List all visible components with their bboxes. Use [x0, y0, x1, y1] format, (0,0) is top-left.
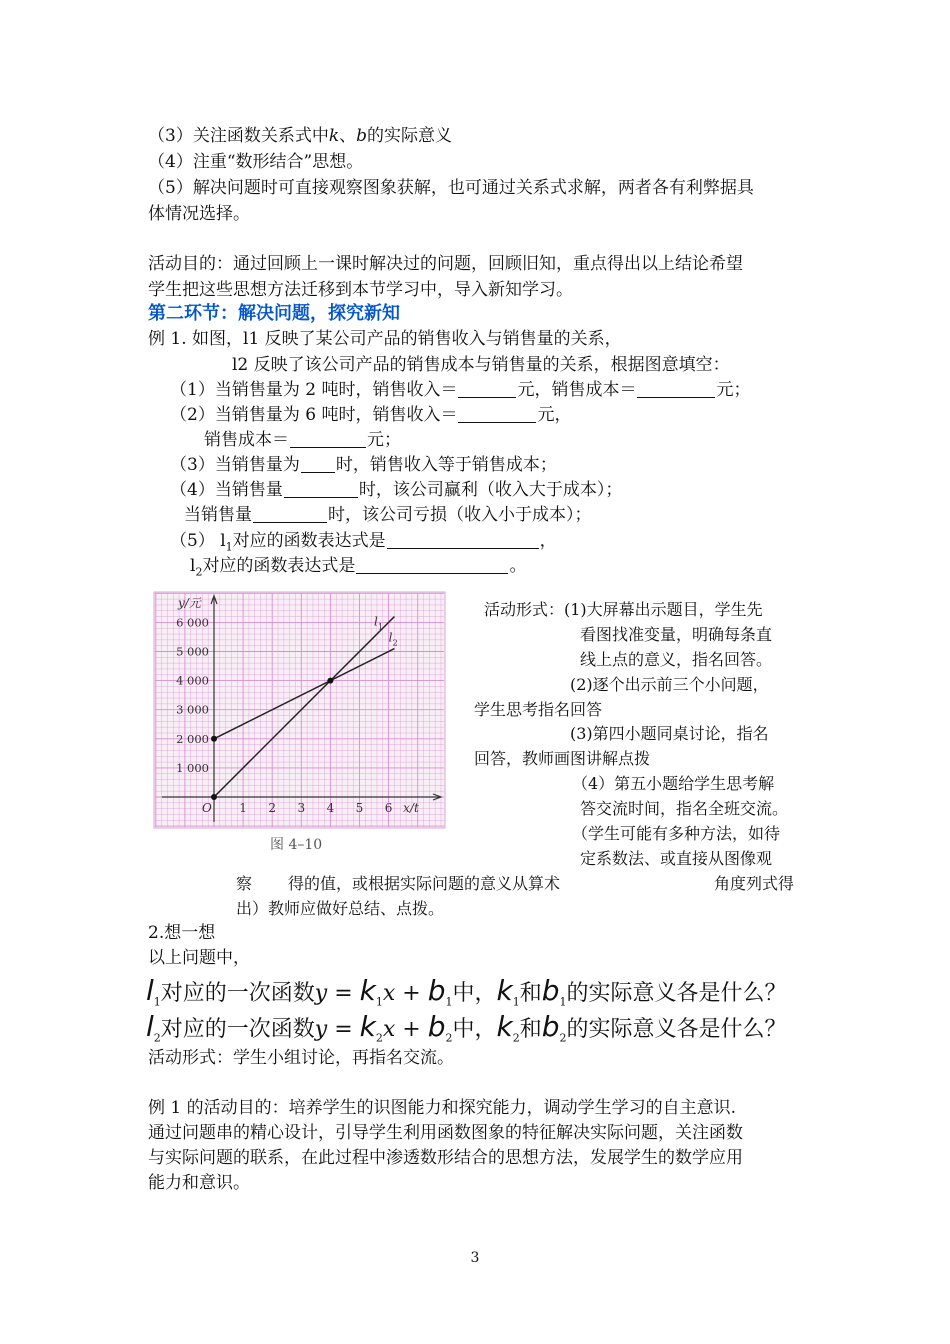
- think-q2-text-b: 中，: [452, 1017, 497, 1042]
- activity-line-8: （4）第五小题给学生思考解: [572, 774, 775, 793]
- answer-blank[interactable]: [284, 479, 358, 498]
- data-point: [211, 794, 217, 800]
- y-tick-label: 4 000: [176, 673, 209, 688]
- var-k: k: [359, 1010, 376, 1043]
- summary-item-3-text: （3）关注函数关系式中: [148, 126, 329, 146]
- q5-text-c: ，: [539, 531, 557, 551]
- x-tick-label: 4: [326, 801, 335, 815]
- summary-item-5-line2: 体情况选择。: [148, 204, 250, 224]
- q2-text-c: 销售成本＝: [204, 430, 289, 450]
- y-tick-label: 6 000: [176, 615, 209, 630]
- var-b: b: [427, 1010, 446, 1043]
- q2-text-d: 元；: [367, 430, 401, 450]
- subscript: 1: [225, 540, 233, 554]
- chart-caption: 图 4–10: [270, 837, 323, 853]
- answer-blank[interactable]: [387, 530, 539, 549]
- separator: 、: [339, 126, 357, 146]
- var-k: k: [496, 1010, 513, 1043]
- q5-text-f: 。: [509, 556, 527, 576]
- activity-line-5: 学生思考指名回答: [474, 700, 603, 719]
- answer-blank[interactable]: [290, 429, 366, 448]
- think-q1-text-a: 对应的一次函数: [160, 981, 315, 1006]
- subscript: 1: [512, 995, 520, 1009]
- subscript: 2: [559, 1031, 567, 1045]
- q2-text-a: （2）当销售量为 6 吨时，销售收入＝: [170, 405, 458, 425]
- purpose-2-line3: 与实际问题的联系，在此过程中渗透数形结合的思想方法，发展学生的数学应用: [148, 1148, 743, 1168]
- y-tick-label: 2 000: [176, 731, 209, 746]
- y-tick-label: 1 000: [176, 760, 209, 775]
- data-point: [327, 678, 333, 684]
- q2-text-b: 元，: [537, 405, 572, 425]
- question-4: [170, 478, 622, 502]
- q4-text-a: （4）当销售量: [170, 480, 283, 500]
- var-b: b: [427, 974, 446, 1007]
- summary-item-5-line1: （5）解决问题时可直接观察图象获解，也可通过关系式求解，两者各有利弊据具: [148, 178, 754, 198]
- summary-item-3: [148, 124, 452, 148]
- question-4-cont: [184, 503, 592, 527]
- sales-chart: [152, 590, 447, 830]
- series-label-sub-l2: 2: [392, 638, 398, 648]
- activity-line-7: 回答，教师画图讲解点拨: [474, 749, 651, 768]
- var-b: b: [541, 974, 560, 1007]
- series-label-sub-l1: 1: [378, 622, 384, 632]
- purpose-1-line2: 学生把这些思想方法迁移到本节学习中，导入新知学习。: [148, 280, 573, 300]
- purpose-2-line1: 例 1 的活动目的：培养学生的识图能力和探究能力，调动学生学习的自主意识.: [148, 1098, 737, 1118]
- question-2-cont: [204, 428, 401, 452]
- answer-blank[interactable]: [356, 555, 508, 574]
- think-q2-text-c: 和: [519, 1017, 542, 1042]
- q5-text-a: （5） l: [170, 531, 226, 551]
- activity-line-1: 活动形式：(1)大屏幕出示题目，学生先: [484, 600, 763, 619]
- q1-text-c: 元；: [716, 380, 751, 400]
- activity-line-11: 定系数法、或直接从图像观: [580, 849, 773, 868]
- series-label-l1: l: [374, 614, 378, 629]
- subscript: 1: [445, 995, 453, 1009]
- think-activity-form: 活动形式：学生小组讨论，再指名交流。: [148, 1048, 454, 1068]
- x-tick-label: 5: [355, 801, 364, 815]
- x-tick-label: 2: [268, 801, 277, 815]
- activity-line-13: 出）教师应做好总结、点拨。: [236, 899, 445, 918]
- answer-blank[interactable]: [458, 379, 516, 398]
- purpose-2-line2: 通过问题串的精心设计，引导学生利用函数图象的特征解决实际问题，关注函数: [148, 1123, 743, 1143]
- var-y: y: [314, 1017, 328, 1042]
- activity-line-4: (2)逐个出示前三个小问题，: [570, 675, 769, 694]
- q4-text-d: 时，该公司亏损（收入小于成本）；: [328, 505, 592, 525]
- series-label-l2: l: [388, 630, 393, 645]
- answer-blank[interactable]: [301, 454, 335, 473]
- equals: =: [327, 1017, 360, 1042]
- subscript: 2: [445, 1031, 453, 1045]
- var-k: k: [328, 126, 340, 146]
- subscript: 2: [195, 565, 203, 579]
- subscript: 1: [153, 995, 161, 1009]
- q4-text-b: 时，该公司赢利（收入大于成本）；: [358, 480, 623, 500]
- y-axis-label: y/元: [178, 596, 201, 610]
- activity-line-6: (3)第四小题同桌讨论，指名: [570, 724, 769, 743]
- think-title: 2.想一想: [148, 923, 216, 943]
- answer-blank[interactable]: [637, 379, 715, 398]
- q3-text-b: 时，销售收入等于销售成本；: [335, 455, 557, 475]
- var-k: k: [359, 974, 376, 1007]
- subscript: 1: [559, 995, 567, 1009]
- page-number: 3: [470, 1250, 480, 1266]
- var-y: y: [314, 981, 328, 1006]
- plus: +: [395, 1017, 428, 1042]
- activity-line-12b: 得的值，或根据实际问题的意义从算术: [288, 874, 561, 893]
- activity-line-12a: 察: [236, 874, 253, 893]
- var-l: l: [146, 1010, 154, 1043]
- question-1: [170, 378, 750, 402]
- y-tick-label: 3 000: [176, 702, 209, 717]
- answer-blank[interactable]: [458, 404, 536, 423]
- var-b: b: [356, 126, 368, 146]
- question-5-cont: [190, 554, 526, 584]
- think-intro: 以上问题中，: [148, 948, 250, 968]
- subscript: 2: [375, 1031, 383, 1045]
- activity-line-10: （学生可能有多种方法，如待: [572, 824, 781, 843]
- activity-line-9: 答交流时间，指名全班交流。: [580, 799, 789, 818]
- think-q1-text-b: 中，: [452, 981, 497, 1006]
- var-l: l: [146, 974, 154, 1007]
- x-tick-label: 3: [297, 801, 306, 815]
- q5-text-e: 对应的函数表达式是: [202, 556, 356, 576]
- var-x: x: [382, 1017, 396, 1042]
- subscript: 1: [375, 995, 383, 1009]
- example-intro-2: l2 反映了该公司产品的销售成本与销售量的关系，根据图意填空：: [232, 355, 730, 375]
- summary-item-4: （4）注重“数形结合”思想。: [148, 152, 364, 172]
- purpose-2-line4: 能力和意识。: [148, 1173, 250, 1193]
- q1-text-b: 元，销售成本＝: [517, 380, 637, 400]
- subscript: 2: [153, 1031, 161, 1045]
- example-intro-1: 例 1. 如图，l1 反映了某公司产品的销售收入与销售量的关系，: [148, 329, 622, 349]
- x-axis-label: x/t: [403, 801, 419, 815]
- question-2: [170, 403, 571, 427]
- data-point: [211, 736, 217, 742]
- x-tick-label: 1: [239, 801, 247, 815]
- y-tick-label: 5 000: [176, 644, 209, 659]
- purpose-1-line1: 活动目的：通过回顾上一课时解决过的问题，回顾旧知，重点得出以上结论希望: [148, 254, 743, 274]
- activity-line-12c: 角度列式得: [714, 874, 795, 893]
- plus: +: [395, 981, 428, 1006]
- subscript: 2: [512, 1031, 520, 1045]
- q5-text-b: 对应的函数表达式是: [232, 531, 386, 551]
- q1-text-a: （1）当销售量为 2 吨时，销售收入＝: [170, 380, 458, 400]
- think-q2-text-d: 的实际意义各是什么？: [566, 1017, 787, 1042]
- equals: =: [327, 981, 360, 1006]
- activity-line-2: 看图找准变量，明确每条直: [580, 625, 773, 644]
- answer-blank[interactable]: [253, 504, 327, 523]
- q5-text-d: l: [190, 556, 196, 576]
- var-b: b: [541, 1010, 560, 1043]
- activity-line-3: 线上点的意义，指名回答。: [580, 650, 773, 669]
- question-3: [170, 453, 557, 477]
- var-x: x: [382, 981, 396, 1006]
- think-q2-text-a: 对应的一次函数: [160, 1017, 315, 1042]
- section-title: 第二环节：解决问题，探究新知: [148, 303, 400, 324]
- think-q1-text-d: 的实际意义各是什么？: [566, 981, 787, 1006]
- summary-item-3-tail: 的实际意义: [367, 126, 453, 146]
- think-q1-text-c: 和: [519, 981, 542, 1006]
- q4-text-c: 当销售量: [184, 505, 252, 525]
- var-k: k: [496, 974, 513, 1007]
- origin-label: O: [202, 801, 212, 815]
- q3-text-a: （3）当销售量为: [170, 455, 300, 475]
- x-tick-label: 6: [384, 801, 393, 815]
